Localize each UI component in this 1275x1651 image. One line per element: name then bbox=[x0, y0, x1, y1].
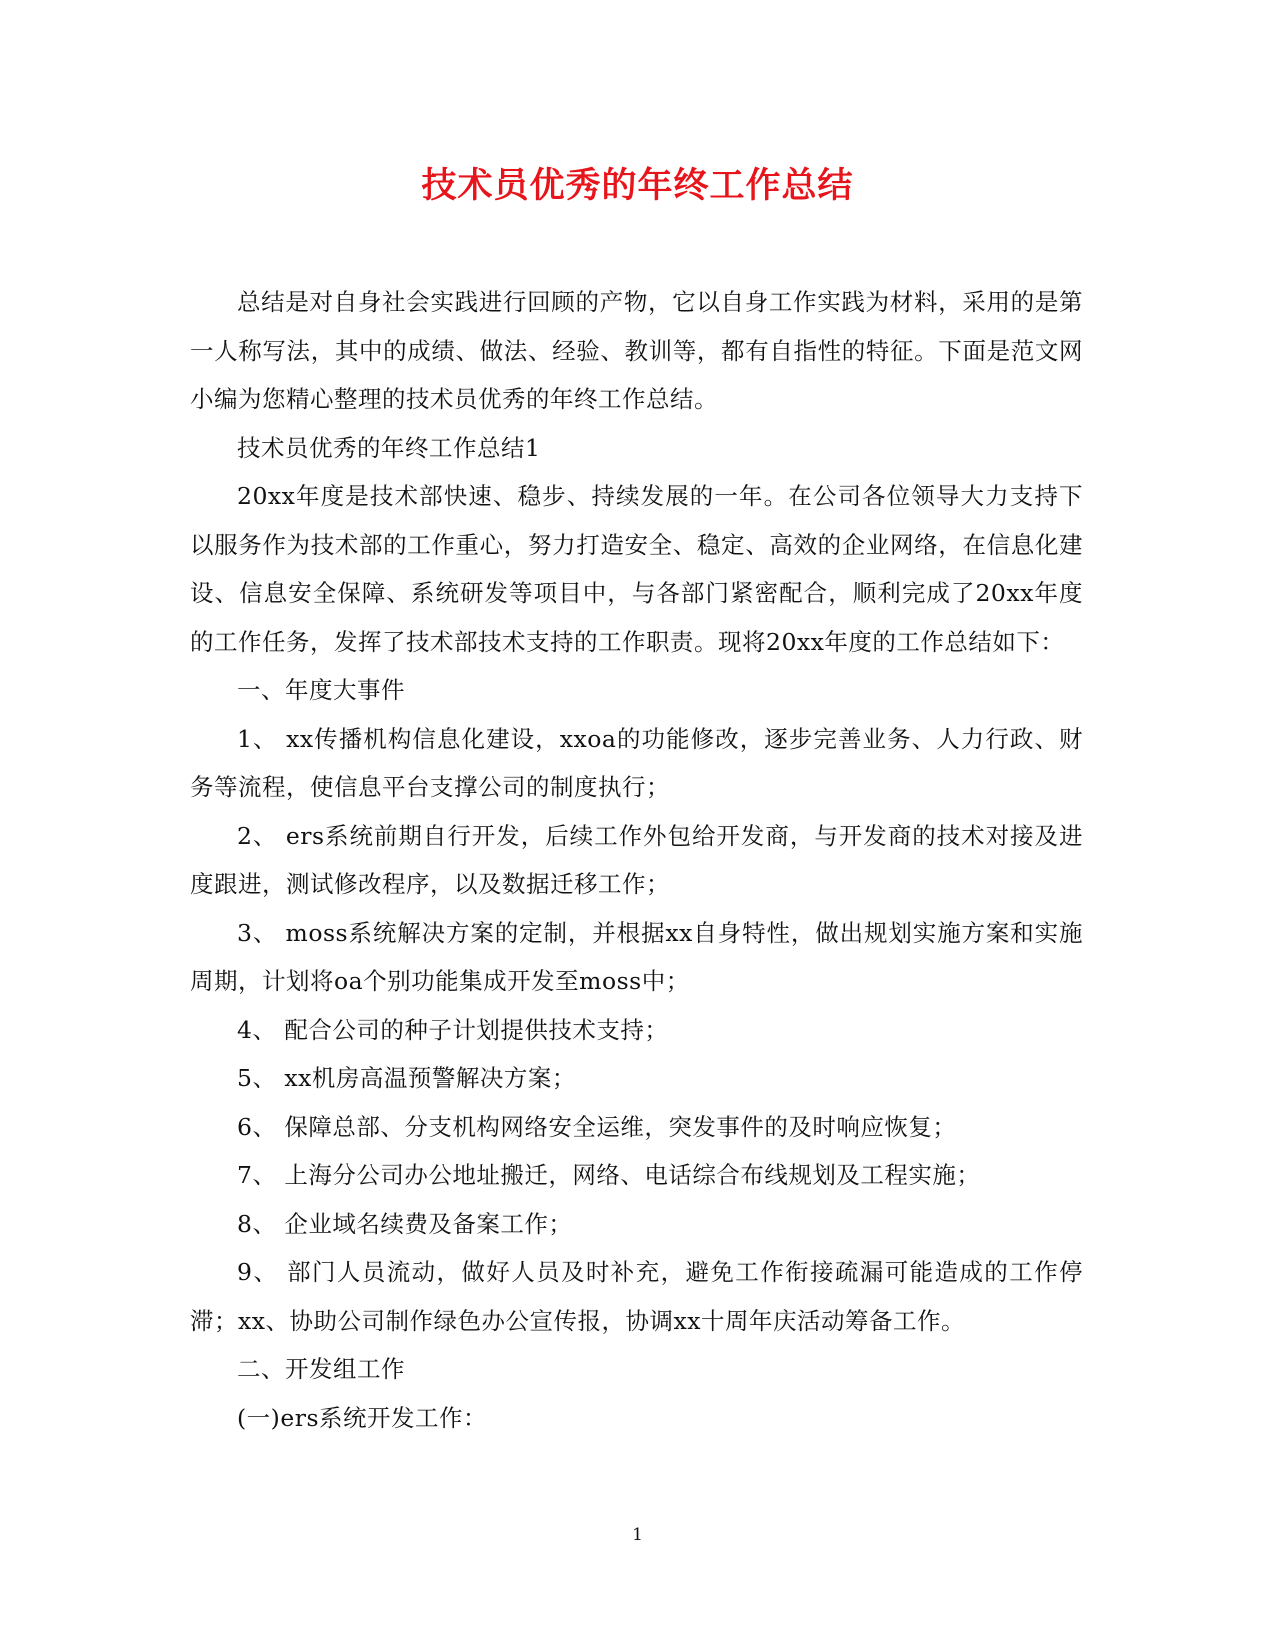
list-item: 7、 上海分公司办公地址搬迁，网络、电话综合布线规划及工程实施； bbox=[237, 1161, 981, 1189]
document-title: 技术员优秀的年终工作总结 bbox=[421, 165, 854, 206]
paragraph: 20xx年度是技术部快速、稳步、持续发展的一年。在公司各位领导大力支持下以服务作为技术部的工作重心，努力打造安全、稳定、高效的企业网络，在信息化建设、信息安全保障、系统研发等项目中，与各部门紧密配合，顺利完成了20xx年度的工作任务，发挥了技术部技术支持的工作职责。现将20xx年度的工作总结如下： bbox=[190, 482, 1083, 656]
list-item: 6、 保障总部、分支机构网络安全运维，突发事件的及时响应恢复； bbox=[237, 1112, 957, 1141]
page-number: 1 bbox=[632, 1525, 643, 1545]
section-heading: 一、年度大事件 bbox=[237, 676, 405, 704]
paragraph: 技术员优秀的年终工作总结1 bbox=[237, 433, 541, 462]
list-item: 8、 企业域名续费及备案工作； bbox=[237, 1209, 573, 1238]
list-item: 2、 ers系统前期自行开发，后续工作外包给开发商，与开发商的技术对接及进度跟进，测试修改程序，以及数据迁移工作； bbox=[190, 821, 1083, 898]
document-body bbox=[190, 278, 1083, 1442]
list-item: 3、 moss系统解决方案的定制，并根据xx自身特性，做出规划实施方案和实施周期，计划将oa个别功能集成开发至moss中； bbox=[190, 918, 1083, 995]
subsection-heading: (一)ers系统开发工作： bbox=[237, 1403, 488, 1432]
list-item: 4、 配合公司的种子计划提供技术支持； bbox=[237, 1015, 669, 1044]
list-item: 1、 xx传播机构信息化建设，xxoa的功能修改，逐步完善业务、人力行政、财务等流程，使信息平台支撑公司的制度执行； bbox=[190, 724, 1083, 801]
section-heading: 二、开发组工作 bbox=[237, 1355, 405, 1383]
list-item: 5、 xx机房高温预警解决方案； bbox=[237, 1064, 576, 1092]
paragraph: 总结是对自身社会实践进行回顾的产物，它以自身工作实践为材料，采用的是第一人称写法，其中的成绩、做法、经验、教训等，都有自指性的特征。下面是范文网小编为您精心整理的技术员优秀的年终工作总结。 bbox=[190, 288, 1083, 413]
list-item: 9、 部门人员流动，做好人员及时补充，避免工作衔接疏漏可能造成的工作停滞；xx、协助公司制作绿色办公宣传报，协调xx十周年庆活动筹备工作。 bbox=[190, 1258, 1083, 1335]
